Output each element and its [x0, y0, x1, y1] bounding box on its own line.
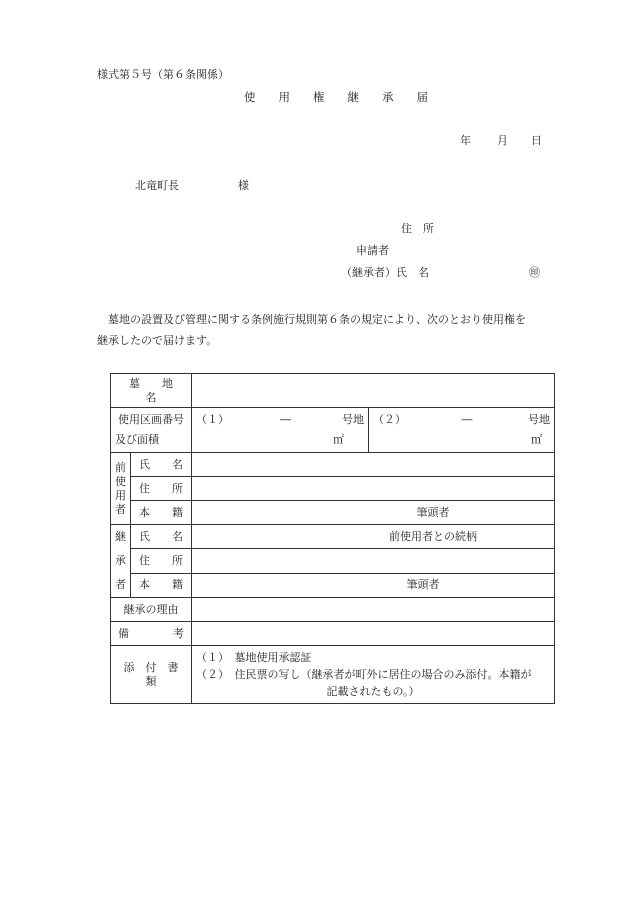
body-text-line2: 継承したので届けます。	[97, 334, 218, 347]
succ-honseki-label: 本 籍	[131, 573, 192, 597]
plot1-dash: ―	[280, 413, 291, 426]
prev-address-label: 住 所	[131, 477, 192, 501]
plot1-number: （１）	[196, 413, 229, 426]
reason-label: 継承の理由	[111, 598, 192, 622]
attachment-item-1: （１） 墓地使用承認証	[196, 651, 312, 664]
succ-name-label: 氏 名	[131, 525, 192, 549]
attachments-list	[192, 646, 555, 704]
prev-honseki-field[interactable]	[192, 501, 555, 525]
prev-name-field[interactable]	[192, 453, 555, 477]
plot1-area-unit: ㎡	[333, 433, 344, 446]
plot2-field[interactable]	[369, 408, 555, 453]
successor-char: 承	[115, 554, 126, 567]
plot2-dash: ―	[461, 413, 473, 426]
plot2-number: （２）	[373, 413, 406, 426]
remarks-label: 備 考	[111, 622, 192, 646]
body-text-line1: 墓地の設置及び管理に関する条例施行規則第６条の規定により、次のとおり使用権を	[108, 313, 526, 326]
plot-number-label	[111, 408, 192, 453]
plot1-field[interactable]	[192, 408, 369, 453]
previous-user-char: 者	[115, 502, 126, 516]
previous-user-label	[111, 453, 131, 525]
attachment-item-2-cont: 記載されたもの。）	[326, 685, 420, 698]
succession-form-table	[110, 373, 555, 704]
successor-name-label: （継承者）氏 名	[341, 266, 429, 279]
reason-field[interactable]	[192, 598, 555, 622]
cemetery-name-label: 墓 地 名	[111, 374, 192, 408]
applicant-label: 申請者	[356, 244, 389, 257]
prev-hittousha-label: 筆頭者	[416, 505, 450, 519]
successor-label	[111, 525, 131, 598]
successor-char: 継	[115, 530, 126, 543]
successor-char: 者	[115, 578, 126, 591]
succ-honseki-field[interactable]	[192, 573, 555, 597]
date-month: 月	[497, 134, 508, 147]
applicant-address-label: 住 所	[401, 222, 434, 235]
prev-name-label: 氏 名	[131, 453, 192, 477]
cemetery-name-field[interactable]	[192, 374, 555, 408]
previous-user-char: 使	[115, 474, 126, 488]
succ-address-label: 住 所	[131, 549, 192, 573]
remarks-field[interactable]	[192, 622, 555, 646]
plot-number-label-line1: 使用区画番号	[118, 413, 184, 426]
date-year: 年	[460, 134, 471, 147]
form-number: 様式第５号（第６条関係）	[97, 68, 229, 81]
plot-number-label-line2: 及び面積	[115, 433, 159, 446]
addressee-honorific: 様	[238, 179, 249, 192]
form-title: 使 用 権 継 承 届	[244, 90, 428, 104]
seal-mark: ㊞	[529, 266, 540, 279]
plot2-gouchi: 号地	[528, 413, 550, 426]
plot1-gouchi: 号地	[342, 413, 364, 426]
previous-user-char: 前	[115, 460, 126, 474]
prev-honseki-label: 本 籍	[131, 501, 192, 525]
attachment-item-2: （２） 住民票の写し（継承者が町外に居住の場合のみ添付。本籍が	[196, 668, 532, 681]
date-day: 日	[531, 134, 542, 147]
succ-address-field[interactable]	[192, 549, 555, 573]
plot2-area-unit: ㎡	[531, 433, 542, 446]
addressee-name: 北竜町長	[135, 179, 179, 192]
prev-address-field[interactable]	[192, 477, 555, 501]
succ-hittousha-label: 筆頭者	[406, 578, 440, 592]
attachments-label: 添 付 書 類	[111, 646, 192, 704]
succ-name-field[interactable]	[192, 525, 555, 549]
previous-user-char: 用	[115, 488, 126, 502]
succ-relation-label: 前使用者との続柄	[389, 529, 477, 543]
